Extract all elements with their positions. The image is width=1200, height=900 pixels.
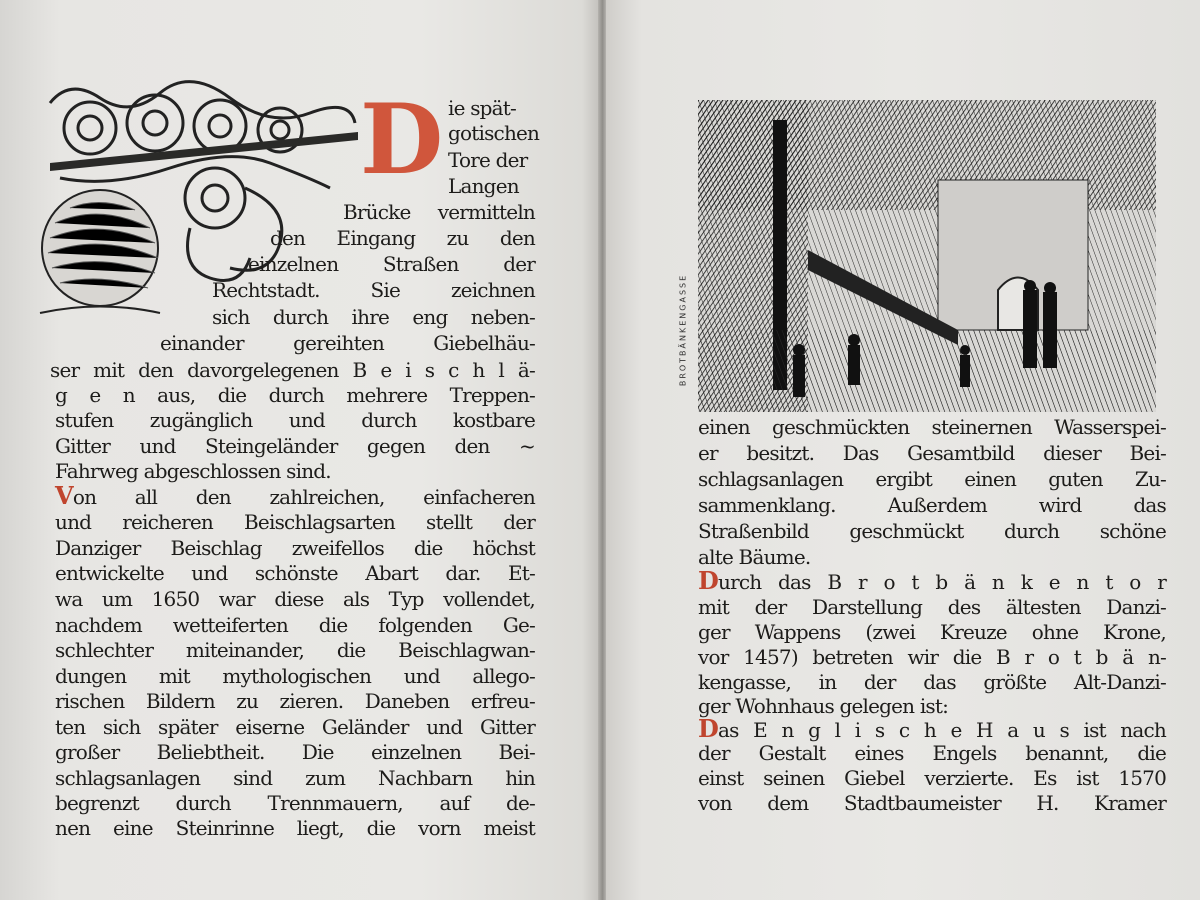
text-line <box>448 96 535 120</box>
text-line <box>698 670 1166 694</box>
text-line-content: einen geschmückten steinernen Wasserspei- <box>698 415 1166 439</box>
text-line <box>55 434 535 458</box>
text-line <box>698 694 1166 718</box>
text-line-content: der Gestalt eines Engels benannt, die <box>698 741 1166 765</box>
text-line-content: und reicheren Beischlagsarten stellt der <box>55 510 535 534</box>
text-line-content: Fahrweg abgeschlossen sind. <box>55 459 331 483</box>
text-line <box>698 714 1166 743</box>
text-line-content: entwickelte und schönste Abart dar. Et- <box>55 561 535 585</box>
illustration-caption <box>676 250 690 410</box>
text-line-content: begrenzt durch Trennmauern, auf de- <box>55 791 535 815</box>
red-initial: D <box>698 566 719 595</box>
text-line-content: er besitzt. Das Gesamtbild dieser Bei- <box>698 441 1166 465</box>
text-line-content: ie spät- <box>448 96 516 120</box>
text-line-content: on all den zahlreichen, einfacheren <box>72 485 535 509</box>
text-line-content: ser mit den davorgelegenen B e i s c h l ä- <box>50 358 535 382</box>
text-line-content: as E n g l i s c h e H a u s ist nach <box>718 718 1166 742</box>
text-line-content: Langen <box>448 174 519 198</box>
text-line-content: sich durch ihre eng neben- <box>212 305 535 329</box>
text-line-content: rischen Bildern zu zieren. Daneben erfreu- <box>55 689 535 713</box>
street-scene-illustration <box>698 100 1156 412</box>
text-line <box>55 383 535 407</box>
text-line <box>698 493 1166 517</box>
red-initial: D <box>698 714 719 743</box>
text-line <box>55 766 535 790</box>
red-initial: V <box>55 481 73 510</box>
text-line-content: sammenklang. Außerdem wird das <box>698 493 1166 517</box>
text-line-content: schlagsanlagen ergibt einen guten Zu- <box>698 467 1166 491</box>
text-line <box>448 148 535 172</box>
text-line-content: stufen zugänglich und durch kostbare <box>55 408 535 432</box>
text-line-content: ten sich später eiserne Geländer und Gitter <box>55 715 535 739</box>
text-line <box>55 536 535 560</box>
text-line-content: Danziger Beischlag zweifellos die höchst <box>55 536 535 560</box>
text-line <box>698 519 1166 543</box>
text-line <box>448 174 535 198</box>
text-line <box>55 587 535 611</box>
text-line <box>343 200 535 224</box>
text-line <box>248 252 535 276</box>
text-line <box>55 613 535 637</box>
text-line <box>55 689 535 713</box>
text-line-content: alte Bäume. <box>698 545 811 569</box>
text-line-content: großer Beliebtheit. Die einzelnen Bei- <box>55 740 535 764</box>
text-line <box>55 408 535 432</box>
text-line <box>448 121 540 145</box>
text-line <box>698 595 1166 619</box>
text-line <box>55 481 535 510</box>
text-line-content: vor 1457) betreten wir die B r o t b ä n- <box>698 645 1166 669</box>
text-line-content: ger Wohnhaus gelegen ist: <box>698 694 949 718</box>
text-line-content: g e n aus, die durch mehrere Treppen- <box>55 383 535 407</box>
text-line-content: schlagsanlagen sind zum Nachbarn hin <box>55 766 535 790</box>
text-line <box>698 741 1166 765</box>
text-line-content: schlechter miteinander, die Beischlagwan- <box>55 638 535 662</box>
text-line-content: mit der Darstellung des ältesten Danzi- <box>698 595 1166 619</box>
text-line-content: dungen mit mythologischen und allego- <box>55 664 535 688</box>
text-line-content: gotischen <box>448 121 540 145</box>
text-line <box>55 638 535 662</box>
text-line <box>55 459 535 483</box>
text-line <box>698 620 1166 644</box>
text-line-content: nen eine Steinrinne liegt, die vorn meist <box>55 816 535 840</box>
text-line <box>698 766 1166 790</box>
text-line-content: Brücke vermitteln <box>343 200 535 224</box>
text-line <box>55 791 535 815</box>
illuminated-initial-d: D <box>360 83 444 196</box>
text-line <box>55 816 535 840</box>
caption-text: BROTBÄNKENGASSE <box>678 273 688 387</box>
text-line-content: einander gereihten Giebelhäu- <box>160 331 535 355</box>
text-line-content: Rechtstadt. Sie zeichnen <box>212 278 535 302</box>
text-line-content: den Eingang zu den <box>270 226 535 250</box>
text-line-content: einst seinen Giebel verzierte. Es ist 1570 <box>698 766 1166 790</box>
text-line <box>160 331 535 355</box>
text-line <box>698 645 1166 669</box>
text-line <box>698 467 1166 491</box>
text-line-content: Straßenbild geschmückt durch schöne <box>698 519 1166 543</box>
text-line-content: Gitter und Steingeländer gegen den ~ <box>55 434 535 458</box>
text-line <box>698 566 1166 595</box>
text-line <box>55 715 535 739</box>
text-line <box>698 791 1166 815</box>
text-line-content: ger Wappens (zwei Kreuze ohne Krone, <box>698 620 1166 644</box>
text-line <box>55 664 535 688</box>
text-line <box>50 358 535 382</box>
text-line <box>55 740 535 764</box>
text-line <box>698 441 1166 465</box>
text-line <box>212 278 535 302</box>
text-line-content: kengasse, in der das größte Alt-Danzi- <box>698 670 1166 694</box>
text-line-content: nachdem wetteiferten die folgenden Ge- <box>55 613 535 637</box>
text-line-content: urch das B r o t b ä n k e n t o r <box>718 570 1166 594</box>
text-line-content: Tore der <box>448 148 528 172</box>
text-line <box>55 510 535 534</box>
text-line-content: von dem Stadtbaumeister H. Kramer <box>698 791 1166 815</box>
text-line-content: wa um 1650 war diese als Typ vollendet, <box>55 587 535 611</box>
text-line <box>212 305 535 329</box>
text-line <box>55 561 535 585</box>
text-line <box>698 545 1166 569</box>
text-line <box>698 415 1166 439</box>
text-line <box>270 226 535 250</box>
text-line-content: einzelnen Straßen der <box>248 252 535 276</box>
